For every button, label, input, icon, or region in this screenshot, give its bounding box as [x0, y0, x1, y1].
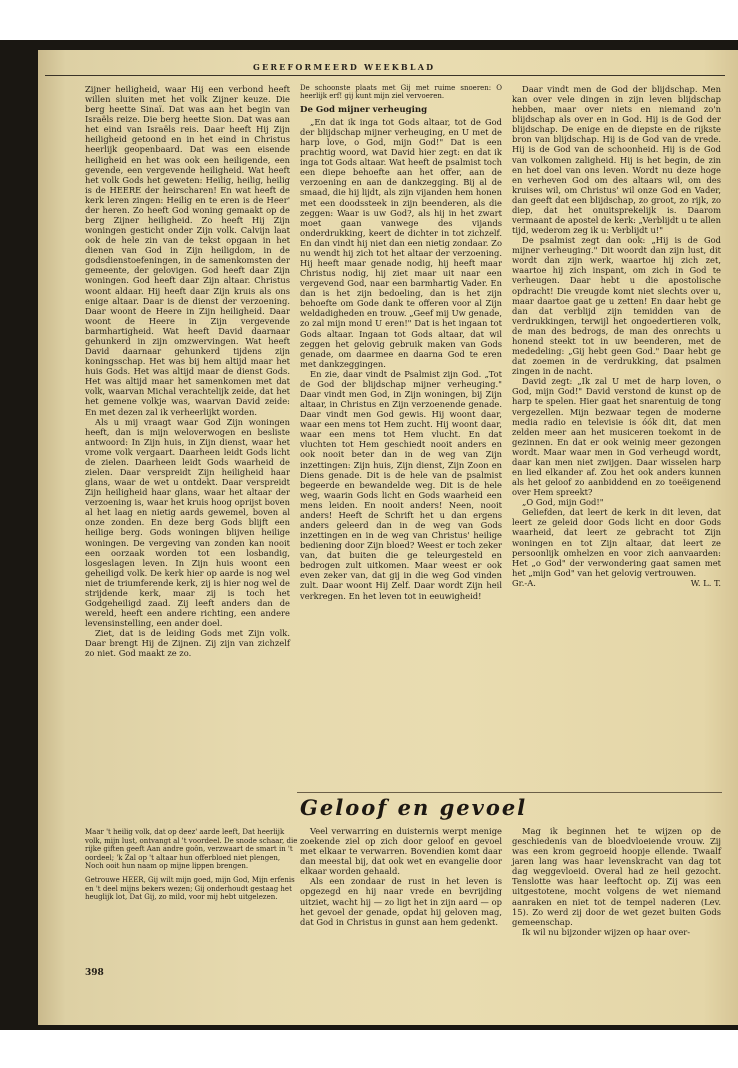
col2-paragraph: „En dat ik inga tot Gods altaar, tot de God der blijdschap mijner verheuging, en U met de harp love, o God, mijn God!" Dat is een prachtig woord, wat David hier zegt: en dat ik inga tot Gods altaar. Wat heeft de psalmist toch een diepe behoefte aan het offer, aan de verzoening en aan de dankzegging. Bij al de smaad, die hij lijdt, als zijn vijanden hem honen met een doodssteek in zijn beenderen, als die zeggen: Waar is uw God?, als hij in het zwart moet gaan vanwege des vijands onderdrukking, keert de dichter in tot zichzelf. En dan vindt hij niet dan een nietig zondaar. Zo nu wendt hij zich tot het altaar der verzoening. Hij heeft maar genade nodig, hij heeft maar Christus nodig, hij ziet maar uit naar een vergevend God, naar een barmhartig Vader. En dan is het zijn bedoeling, dan is het zijn behoefte om Gode dank te offeren voor al Zijn weldadigheden en trouw. „Geef mij Uw genade, zo zal mijn mond U eren!" Dat is het ingaan tot Gods altaar. Ingaan tot Gods altaar, dat wil zeggen het gelovig gebruik maken van Gods genade, om daarmee en daarna God te eren met dankzeggingen. [300, 116, 502, 369]
signature-right: W. L. T. [690, 577, 721, 588]
page-number: 398 [85, 968, 104, 978]
col3-paragraph: De psalmist zegt dan ook: „Hij is de God mijner verheuging." Dit woordt dan zijn lust, dit wordt dan zijn werk, waartoe hij zich zet, waartoe hij zich inspant, om zich in God te verheugen. Daar hebt u die apostolische opdracht! Die vreugde komt niet slechts over u, maar daartoe gaat ge u zetten! En daar hebt ge dan dat verblijd zijn temidden van de verdrukkingen, terwijl het ongoedertieren volk, de man des bedrogs, de man des onrechts u honend steekt tot in uw beenderen, met de mededeling: „Gij hebt geen God." Daar hebt ge dat zoemen in de verdrukking, dat psalmen zingen in de nacht. [512, 235, 721, 377]
article-column-left [300, 826, 502, 927]
col1-paragraph: Zijner heiligheid, waar Hij een verbond heeft willen sluiten met het volk Zijner keuze. Die berg heette Sinaï. Dat was aan het begin van Israëls reize. Die berg heette Sion. Dat was aan het eind van Israëls reis. Daar heeft Hij Zijn heiligheid getoond en in het eind in Christus heerlijk geopenbaard. Dat was een eisende heiligheid en het was ook een heiligende, een gevende, een vergevende heiligheid. Wat heeft het volk Gods het geweten: Heilig, heilig, heilig is de HEERE der heirscharen! En wat heeft de kerk leren zingen: Heilig en te eren is de Heer' der heren. Zo heeft God woning gemaakt op de berg Zijner heiligheid. Zo heeft Hij Zijn woningen gesticht onder Zijn volk. Calvijn laat ook de hele zin van de tekst opgaan in het dienen van God in Zijn heiligdom, in de godsdienstoefeningen, in de samenkomsten der gemeente, der gelovigen. God heeft daar Zijn woningen. God heeft daar Zijn altaar. Christus woont aldaar. Hij heeft daar Zijn kruis als ons enige altaar. Daar is de dienst der verzoening. Daar woont de Heere in Zijn heiligheid. Daar woont de Heere in Zijn vergevende barmhartigheid. Wat heeft David daarnaar gehunkerd in zijn omzwervingen. Wat heeft David daarnaar gehunkerd tijdens zijn koningsschap. Het was bij hem altijd maar het huis Gods. Het was altijd maar de dienst Gods. Het was altijd maar het samenkomen met dat volk, waarvan Michal verachtelijk zeide, dat het het gemene volkje was, waarvan David zeide: En met dezen zal ik verheerlijkt worden. [85, 84, 290, 417]
signature-line [512, 578, 721, 588]
verse-stanza: Getrouwe HEER, Gij wilt mijn goed, mijn God, Mijn erfenis en 't deel mijns bekers wezen; Gij onderhoudt gestaag het heuglijk lot, Dat Gij, zo mild, voor mij hebt uitgelezen. [85, 875, 295, 902]
col3-paragraph: Geliefden, dat leert de kerk in dit leven, dat leert ze geleid door Gods licht en door Gods waarheid, dat leert ze gebracht tot Zijn woningen en tot Zijn altaar, dat leert ze persoonlijk omhelzen en voor zich aanvaarden: Het „o God" der verwondering gaat samen met het „mijn God" van het gelovig vertrouwen. [512, 507, 721, 578]
column-3 [512, 84, 721, 588]
col1-paragraph: Als u mij vraagt waar God Zijn woningen heeft, dan is mijn weloverwogen en besliste antwoord: In Zijn huis, in Zijn dienst, waar het vrome volk vergaart. Daarheen leidt Gods licht de zielen. Daarheen leidt Gods waarheid de zielen. Daar verspreidt Zijn heiligheid haar glans, waar de wet u ontdekt. Daar verspreidt Zijn heiligheid haar glans, waar het altaar der verzoening is, waar het kruis hoog oprijst boven al het laag en nietig aards gewemel, boven al onze zonden. En deze berg Gods blijft een heilige berg. Gods woningen blijven heilige woningen. De vergeving van zonden kan nooit een oorzaak worden tot een losbandig, losgeslagen leven. In Zijn huis woont een geheiligd volk. De kerk hier op aarde is nog wel niet de triumferende kerk, zij is hier nog wel de strijdende kerk, maar zij is toch het Godgeheiligd zaad. Zij leeft anders dan de wereld, heeft een andere richting, een andere levensinstelling, een ander doel. [85, 416, 290, 629]
column-1 [85, 84, 290, 658]
verse-stanza: Maar 't heilig volk, dat op deez' aarde leeft, Dat heerlijk volk, mijn lust, ontvangt al 't voordeel. De snode schaar, die rijke giften geeft Aan andre goôn, verzwaart de smart in 't oordeel; 'k Zal op 't altaar hun offerbloed niet plengen, Noch ooit hun naam op mijne lippen brengen. [85, 828, 298, 871]
header-rule [45, 75, 725, 76]
subheading: De God mijner verheuging [300, 104, 428, 115]
article-paragraph: Ik wil nu bijzonder wijzen op haar over- [522, 926, 691, 937]
col1-paragraph: Ziet, dat is de leiding Gods met Zijn volk. Daar brengt Hij de Zijnen. Zij zijn van zichzelf zo niet. God maakt ze zo. [85, 628, 290, 659]
psalm-verse [85, 828, 300, 907]
motto: De schoonste plaats met Gij met ruime snoeren: O heerlijk erf! gij kunt mijn ziel vervoeren. [300, 84, 502, 101]
article-column-right [512, 826, 721, 937]
article-divider [297, 792, 722, 793]
signature-left: Gr.-A. [512, 577, 536, 588]
col3-paragraph: „O God, mijn God!" [522, 497, 604, 508]
article-paragraph: Mag ik beginnen het te wijzen op de geschiedenis van de bloedvloeiende vrouw. Zij was een krom gegroeid hoopje ellende. Twaalf jaren lang was haar levenskracht van dag tot dag weggevloeid. Overal had ze heil gezocht. Tenslotte was haar leeftocht op. Zij was een uitgestotene, mocht volgens de wet niemand aanraken en niet tot de tempel naderen (Lev. 15). Zo werd zij door de wet gezet buiten Gods gemeenschap. [512, 826, 721, 927]
article-paragraph: Als een zondaar de rust in het leven is opgezegd en hij naar vrede en bevrijding uitziet, wacht hij — zo ligt het in zijn aard — op het gevoel der genade, opdat hij geloven mag, dat God in Christus in gunst aan hem gedenkt. [300, 876, 502, 927]
running-header: GEREFORMEERD WEEKBLAD [253, 62, 436, 72]
col3-paragraph: Daar vindt men de God der blijdschap. Men kan over vele dingen in zijn leven blijdschap hebben, maar over niets en niemand zo'n blijdschap als over en in God. Hij is de God der blijdschap. De enige en de diepste en de rijkste bron van blijdschap. Hij is de God van de vrede. Hij is de God van de schoonheid. Hij is de God van volkomen zaligheid. Hij is het begin, de zin en het doel van ons leven. Wordt nu deze hoge en verheven God om des altaars wil, om des kruises wil, om Christus' wil onze God en Vader, dan geeft dat een blijdschap, zo groot, zo rijk, zo diep, dat het onuitsprekelijk is. Daarom vermaant de apostel de kerk: „Verblijdt u te allen tijd, wederom zeg ik u: Verblijdt u!" [512, 84, 721, 236]
col3-paragraph: David zegt: „Ik zal U met de harp loven, o God, mijn God!" David verstond de kunst op de harp te spelen. Hier gaat het snarentuig de tong vergezellen. Mijn bezwaar tegen de moderne media radio en televisie is óók dit, dat men zelden meer aan het musiceren toekomt in de gezinnen. En dat er ook weinig meer gezongen wordt. Maar waar men in God verheugd wordt, daar kan men niet zwijgen. Daar wisselen harp en lied elkander af. Zou het ook anders kunnen als het geloof zo aanbiddend en zo toeëigenend over Hem spreekt? [512, 376, 721, 498]
column-2 [300, 84, 502, 601]
col2-paragraph: En zie, daar vindt de Psalmist zijn God. „Tot de God der blijdschap mijner verheuging." Daar vindt men God, in Zijn woningen, bij Zijn altaar, in Christus en Zijn verzoenende genade. Daar vindt men God gewis. Hij woont daar, waar een mens tot Hem zucht. Hij woont daar, waar een mens tot Hem vlucht. En dat vluchten tot Hem geschiedt nooit anders en ook nooit beter dan in de weg van Zijn inzettingen: Zijn huis, Zijn dienst, Zijn Zoon en Diens genade. Dit is de hele van de psalmist begeerde en bewandelde weg. Dit is de hele weg, waarin Gods licht en Gods waarheid een mens leiden. En nooit anders! Neen, nooit anders! Heeft de Schrift het u dan ergens anders geleerd dan in de weg van Gods inzettingen en in de weg van Christus' heilige bediening door Zijn bloed? Weest er toch zeker van, dat buiten die ge teleurgesteld en bedrogen zult uitkomen. Maar weest er ook even zeker van, dat gij in die weg God vinden zult. Daar woont Hij Zelf. Daar wordt Zijn heil verkregen. En het leven tot in eeuwigheid! [300, 368, 502, 601]
article-title: Geloof en gevoel [300, 795, 528, 820]
article-paragraph: Veel verwarring en duisternis werpt menige zoekende ziel op zich door geloof en gevoel met elkaar te verwarren. Bovendien komt daar dan meestal bij, dat ook wet en evangelie door elkaar worden gehaald. [300, 826, 502, 877]
